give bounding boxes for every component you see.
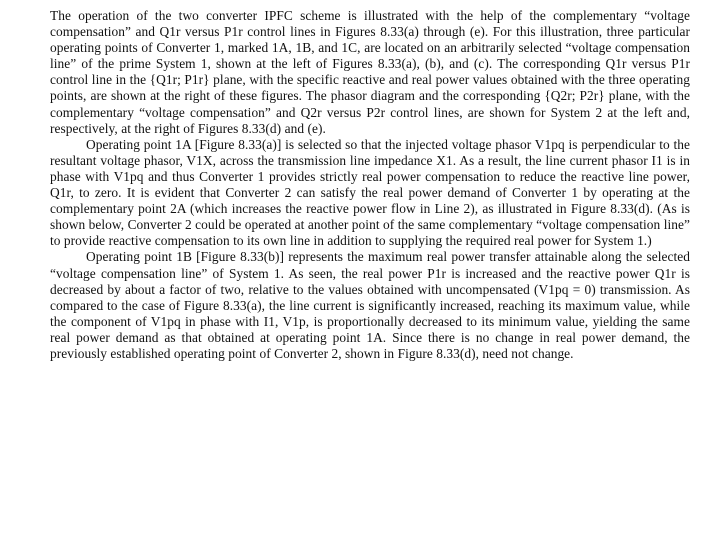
document-page [50,8,690,362]
paragraph-operating-point-1b: Operating point 1B [Figure 8.33(b)] represents the maximum real power transfer attainable along the selected “voltage compensation line” of System 1. As seen, the real power P1r is increased and the reactive power Q1r is decreased by about a factor of two, relative to the values obtained with uncompensated (V1pq = 0) transmission. As compared to the case of Figure 8.33(a), the line current is significantly increased, reaching its maximum value, while the component of V1pq in phase with I1, V1p, is proportionally decreased to its minimum value, yielding the same real power demand as that obtained at operating point 1A. Since there is no change in real power demand, the previously established operating point of Converter 2, shown in Figure 8.33(d), need not change. [50,249,690,361]
paragraph-operating-point-1a: Operating point 1A [Figure 8.33(a)] is selected so that the injected voltage phasor V1pq is perpendicular to the resultant voltage phasor, V1X, across the transmission line impedance X1. As a result, the line current phasor I1 is in phase with V1pq and thus Converter 1 provides strictly real power compensation to reduce the reactive line power, Q1r, to zero. It is evident that Converter 2 can satisfy the real power demand of Converter 1 by operating at the complementary point 2A (which increases the reactive power flow in Line 2), as illustrated in Figure 8.33(d). (As is shown below, Converter 2 could be operated at another point of the same complementary “voltage compensation line” to provide reactive compensation to its own line in addition to supplying the required real power for System 1.) [50,136,690,249]
paragraph-ipfc-operation-intro: The operation of the two converter IPFC scheme is illustrated with the help of the complementary “voltage compensation” and Q1r versus P1r control lines in Figures 8.33(a) through (e). For this illustration, three particular operating points of Converter 1, marked 1A, 1B, and 1C, are located on an arbitrarily selected “voltage compensation line” of the prime System 1, shown at the left of Figures 8.33(a), (b), and (c). The corresponding Q1r versus P1r control line in the {Q1r; P1r} plane, with the specific reactive and real power values obtained with the three operating points, are shown at the right of these figures. The phasor diagram and the corresponding {Q2r; P2r} plane, with the complementary “voltage compensation” and Q2r versus P2r control lines, are shown for System 2 at the left and, respectively, at the right of Figures 8.33(d) and (e). [50,8,690,136]
